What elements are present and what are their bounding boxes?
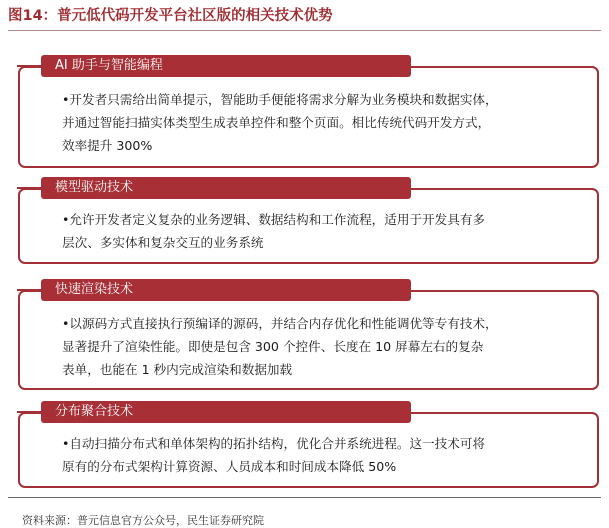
card-description [62,312,583,381]
description-line: •自动扫描分布式和单体架构的拓扑结构，优化合并系统进程。这一技术可将 [62,436,486,451]
card-header [17,54,411,78]
card-heading: 分布聚合技术 [41,401,411,423]
card-description [62,208,583,254]
footer-rule [8,497,601,498]
card-heading: AI 助手与智能编程 [41,55,411,77]
header-connector [17,187,41,189]
header-connector [17,411,41,413]
feature-card-distributed-aggregation [18,404,599,488]
description-line: 层次、多实体和复杂交互的业务系统 [62,235,264,250]
feature-card-model-driven [18,180,599,264]
description-line: •开发者只需给出简单提示，智能助手便能将需求分解为业务模块和数据实体， [62,92,498,107]
header-connector [17,289,41,291]
description-line: 表单，也能在 1 秒内完成渲染和数据加载 [62,362,293,377]
description-line: •以源码方式直接执行预编译的源码，并结合内存优化和性能调优等专有技术， [62,316,498,331]
source-note: 资料来源：普元信息官方公众号，民生证券研究院 [22,514,264,527]
description-line: 并通过智能扫描实体类型生成表单控件和整个页面。相比传统代码开发方式， [62,115,491,130]
card-description [62,432,583,478]
feature-card-fast-rendering [18,282,599,390]
card-heading: 快速渲染技术 [41,279,411,301]
feature-card-ai-assistant [18,58,599,168]
title-rule [8,30,601,31]
header-connector [17,65,41,67]
card-header [17,176,411,200]
description-line: 显著提升了渲染性能。即使是包含 300 个控件、长度在 10 屏幕左右的复杂 [62,339,484,354]
card-header [17,400,411,424]
description-line: 效率提升 300% [62,138,153,153]
card-heading: 模型驱动技术 [41,177,411,199]
description-line: •允许开发者定义复杂的业务逻辑、数据结构和工作流程，适用于开发具有多 [62,212,486,227]
figure-title: 图14：普元低代码开发平台社区版的相关技术优势 [8,8,333,24]
card-description [62,88,583,157]
card-header [17,278,411,302]
description-line: 原有的分布式架构计算资源、人员成本和时间成本降低 50% [62,459,397,474]
